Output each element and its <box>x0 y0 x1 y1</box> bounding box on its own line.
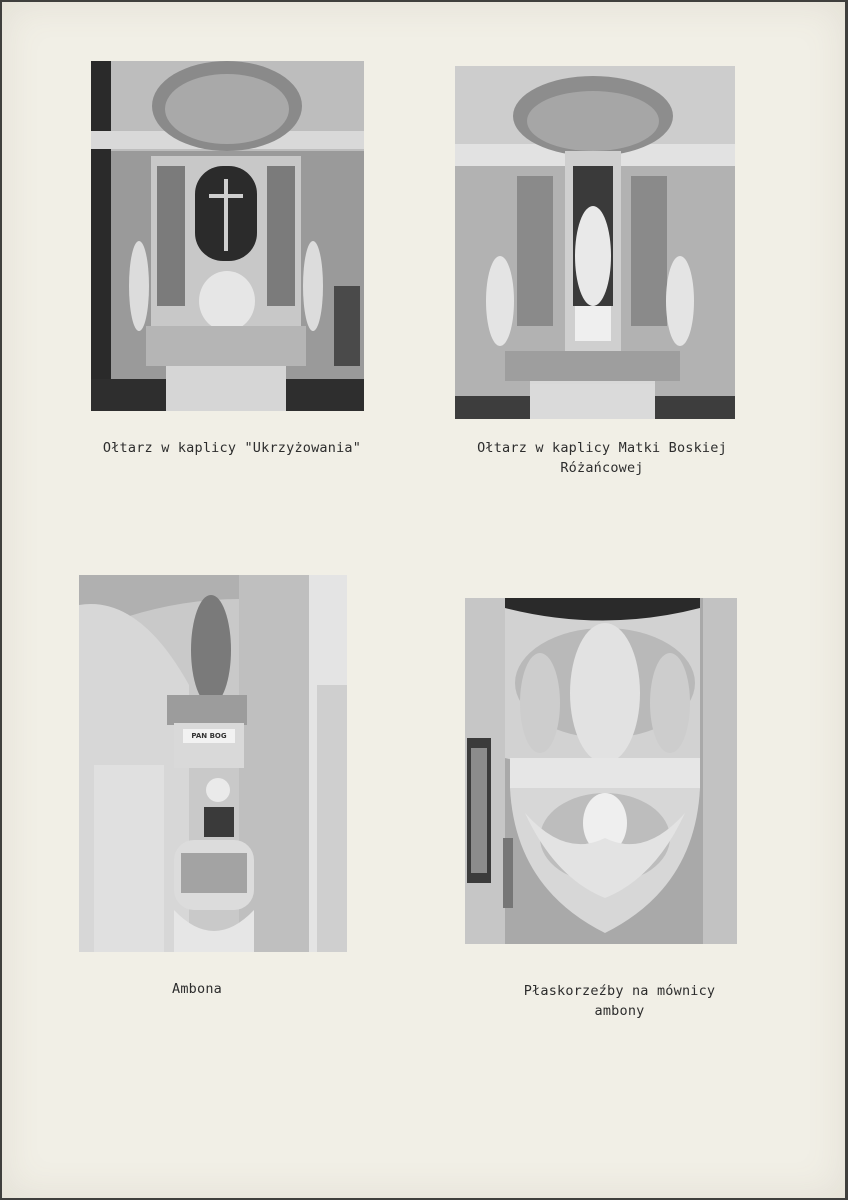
document-page <box>2 2 845 1198</box>
pulpit-image <box>79 575 347 952</box>
altar-rosary-image <box>455 66 735 419</box>
bas-reliefs-image <box>465 598 737 944</box>
caption-altar-crucifixion-chapel: Ołtarz w kaplicy "Ukrzyżowania" <box>102 440 362 456</box>
photo-pulpit-bas-reliefs <box>465 598 737 944</box>
caption-altar-rosary-chapel: Ołtarz w kaplicy Matki Boskiej Różańcowej <box>477 440 727 476</box>
pulpit-plaque-text: PAN BOG <box>191 732 227 740</box>
caption-pulpit-bas-reliefs: Płaskorzeźby na mównicy ambony <box>523 983 716 1019</box>
caption-pulpit: Ambona <box>172 981 222 997</box>
photo-altar-crucifixion-chapel <box>91 61 364 411</box>
photo-altar-rosary-chapel <box>455 66 735 419</box>
photo-pulpit <box>79 575 347 952</box>
altar-crucifixion-image <box>91 61 364 411</box>
